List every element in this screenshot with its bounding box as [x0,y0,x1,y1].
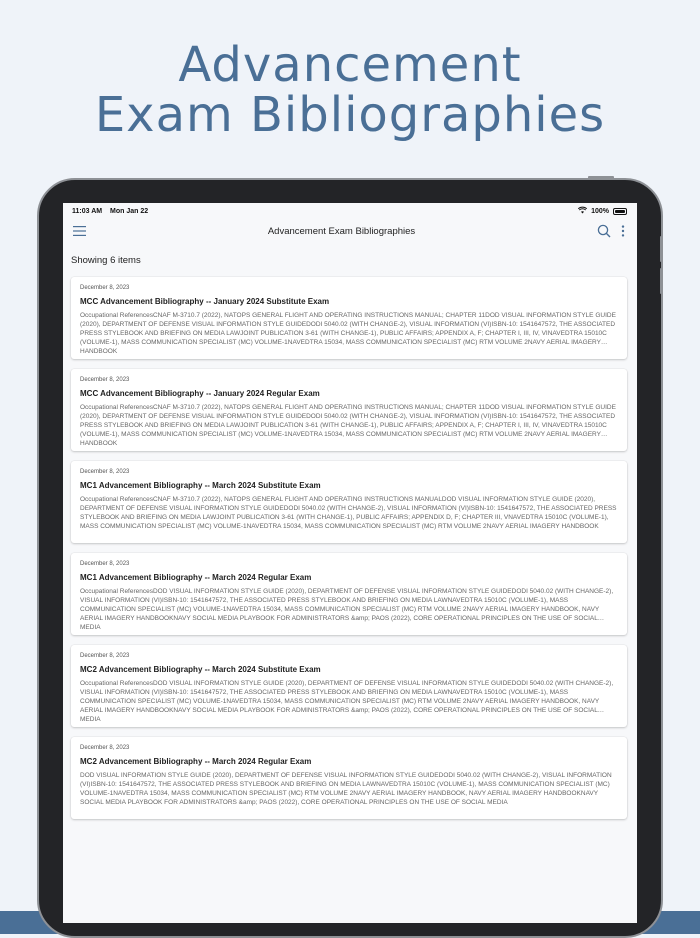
list-item-title: MC1 Advancement Bibliography -- March 2024 Regular Exam [80,573,312,582]
list-item[interactable] [71,277,627,359]
list-item-title: MC2 Advancement Bibliography -- March 2024 Substitute Exam [80,665,321,674]
tablet-power-button [588,176,614,179]
list-item[interactable] [71,369,627,451]
list-item-description: DOD VISUAL INFORMATION STYLE GUIDE (2020), DEPARTMENT OF DEFENSE VISUAL INFORMATION STYLE GUIDEDODI 5040.02 (WITH CHANGE-2), VISUAL INFORMATION (VI)ISBN-10: 1541647572, THE ASSOCIATED PRESS STYLEBOOK AND BRIEFING ON MEDIA LAWNAVEDTRA 15010C (VOLUME-1), MASS COMMUNICATION SPECIALIST (MC) VOLUME-1NAVEDTRA 15034, MASS COMMUNICATION SPECIALIST (MC) RTM VOLUME 2NAVY AERIAL IMAGERY HANDBOOK, NAVY AERIAL IMAGERY HANDBOOKNAVY SOCIAL MEDIA PLAYBOOK FOR ADMINISTRATORS &amp; PAOS (2022), CORE OPERATIONAL PRINCIPLES ON THE USE OF SOCIAL MEDIA [80,772,612,806]
list-item-date: December 8, 2023 [80,285,130,291]
list-item-title: MC1 Advancement Bibliography -- March 2024 Substitute Exam [80,481,321,490]
list-item-description: Occupational ReferencesDOD VISUAL INFORMATION STYLE GUIDE (2020), DEPARTMENT OF DEFENSE VISUAL INFORMATION STYLE GUIDEDODI 5040.02 (WITH CHANGE-2), VISUAL INFORMATION (VI)ISBN-10: 1541647572, THE ASSOCIATED PRESS STYLEBOOK AND BRIEFING ON MEDIA LAWNAVEDTRA 15010C (VOLUME-1), MASS COMMUNICATION SPECIALIST (MC) VOLUME-1NAVEDTRA 15034, MASS COMMUNICATION SPECIALIST (MC) RTM VOLUME 2NAVY AERIAL IMAGERY HANDBOOK, NAVY AERIAL IMAGERY HANDBOOKNAVY SOCIAL MEDIA PLAYBOOK FOR ADMINISTRATORS &amp; PAOS (2022), CORE OPERATIONAL PRINCIPLES ON THE USE OF SOCIAL MEDIA [80,588,614,631]
list-item-date: December 8, 2023 [80,561,130,567]
item-count: Showing 6 items [71,255,141,266]
hero-title [0,37,700,143]
battery-percent: 100% [591,207,609,215]
more-vertical-icon[interactable] [621,225,625,237]
status-date: Mon Jan 22 [110,207,149,215]
list-item-description: Occupational ReferencesCNAF M-3710.7 (2022), NATOPS GENERAL FLIGHT AND OPERATING INSTRUCTIONS MANUAL; CHAPTER 11DOD VISUAL INFORMATION STYLE GUIDE (2020), DEPARTMENT OF DEFENSE VISUAL INFORMATION STYLE GUIDEDODI 5040.02 (WITH CHANGE-2), VISUAL INFORMATION (VI)ISBN-10: 1541647572, THE ASSOCIATED PRESS STYLEBOOK AND BRIEFING ON MEDIA LAWJOINT PUBLICATION 3-61 (WITH CHANGE-1), PUBLIC AFFAIRS; APPENDIX A, F; CHAPTER I, III, IV, VINAVEDTRA 15010C (VOLUME-1), MASS COMMUNICATION SPECIALIST (MC) VOLUME-1NAVEDTRA 15034, MASS COMMUNICATION SPECIALIST (MC) RTM VOLUME 2NAVY AERIAL IMAGERY HANDBOOK [80,312,616,355]
nav-title: Advancement Exam Bibliographies [267,225,416,237]
list-item-date: December 8, 2023 [80,653,130,659]
nav-bar [63,219,637,243]
status-bar [63,203,637,219]
hero-title-line-1: Advancement [178,37,522,93]
status-time: 11:03 AM [72,207,103,215]
tablet-volume-button [660,236,663,262]
list-item[interactable] [71,553,627,635]
list-item-title: MCC Advancement Bibliography -- January 2024 Regular Exam [80,389,320,398]
list-item-title: MCC Advancement Bibliography -- January 2024 Substitute Exam [80,297,330,306]
search-icon[interactable] [597,224,611,238]
list-item-description: Occupational ReferencesDOD VISUAL INFORMATION STYLE GUIDE (2020), DEPARTMENT OF DEFENSE VISUAL INFORMATION STYLE GUIDEDODI 5040.02 (WITH CHANGE-2), VISUAL INFORMATION (VI)ISBN-10: 1541647572, THE ASSOCIATED PRESS STYLEBOOK AND BRIEFING ON MEDIA LAWNAVEDTRA 15010C (VOLUME-1), MASS COMMUNICATION SPECIALIST (MC) VOLUME-1NAVEDTRA 15034, MASS COMMUNICATION SPECIALIST (MC) RTM VOLUME 2NAVY AERIAL IMAGERY HANDBOOK, NAVY AERIAL IMAGERY HANDBOOKNAVY SOCIAL MEDIA PLAYBOOK FOR ADMINISTRATORS &amp; PAOS (2022), CORE OPERATIONAL PRINCIPLES ON THE USE OF SOCIAL MEDIA [80,680,614,723]
list-item-description: Occupational ReferencesCNAF M-3710.7 (2022), NATOPS GENERAL FLIGHT AND OPERATING INSTRUCTIONS MANUAL; CHAPTER 11DOD VISUAL INFORMATION STYLE GUIDE (2020), DEPARTMENT OF DEFENSE VISUAL INFORMATION STYLE GUIDEDODI 5040.02 (WITH CHANGE-2), VISUAL INFORMATION (VI)ISBN-10: 1541647572, THE ASSOCIATED PRESS STYLEBOOK AND BRIEFING ON MEDIA LAWJOINT PUBLICATION 3-61 (WITH CHANGE-1), PUBLIC AFFAIRS; APPENDIX A, F; CHAPTER I, III, IV, VINAVEDTRA 15010C (VOLUME-1), MASS COMMUNICATION SPECIALIST (MC) VOLUME-1NAVEDTRA 15034, MASS COMMUNICATION SPECIALIST (MC) RTM VOLUME 2NAVY AERIAL IMAGERY HANDBOOK [80,404,616,447]
nav-actions [597,224,625,238]
list-item-date: December 8, 2023 [80,469,130,475]
app-screen [63,203,637,923]
list-item-date: December 8, 2023 [80,377,130,383]
list-item-date: December 8, 2023 [80,745,130,751]
bibliography-list [63,269,637,819]
wifi-icon [578,207,587,216]
tablet-volume-button-2 [660,268,663,294]
hero-title-line-2: Exam Bibliographies [94,87,606,143]
hamburger-menu-icon[interactable] [73,226,86,236]
list-item-description: Occupational ReferencesCNAF M-3710.7 (2022), NATOPS GENERAL FLIGHT AND OPERATING INSTRUCTIONS MANUALDOD VISUAL INFORMATION STYLE GUIDE (2020), DEPARTMENT OF DEFENSE VISUAL INFORMATION STYLE GUIDEDODI 5040.02 (WITH CHANGE-2), VISUAL INFORMATION (VI)ISBN-10: 1541647572, THE ASSOCIATED PRESS STYLEBOOK AND BRIEFING ON MEDIA LAWJOINT PUBLICATION 3-61 (WITH CHANGE-1), PUBLIC AFFAIRS; APPENDIX D, F; CHAPTER III, VNAVEDTRA 15010C (VOLUME-1), MASS COMMUNICATION SPECIALIST (MC) VOLUME-1NAVEDTRA 15034, MASS COMMUNICATION SPECIALIST (MC) RTM VOLUME 2NAVY AERIAL IMAGERY HANDBOOK [80,496,617,530]
list-item[interactable] [71,645,627,727]
status-left [72,208,154,215]
list-item[interactable] [71,737,627,819]
list-item-title: MC2 Advancement Bibliography -- March 2024 Regular Exam [80,757,312,766]
battery-icon [613,208,627,215]
status-right [578,207,627,216]
list-item[interactable] [71,461,627,543]
